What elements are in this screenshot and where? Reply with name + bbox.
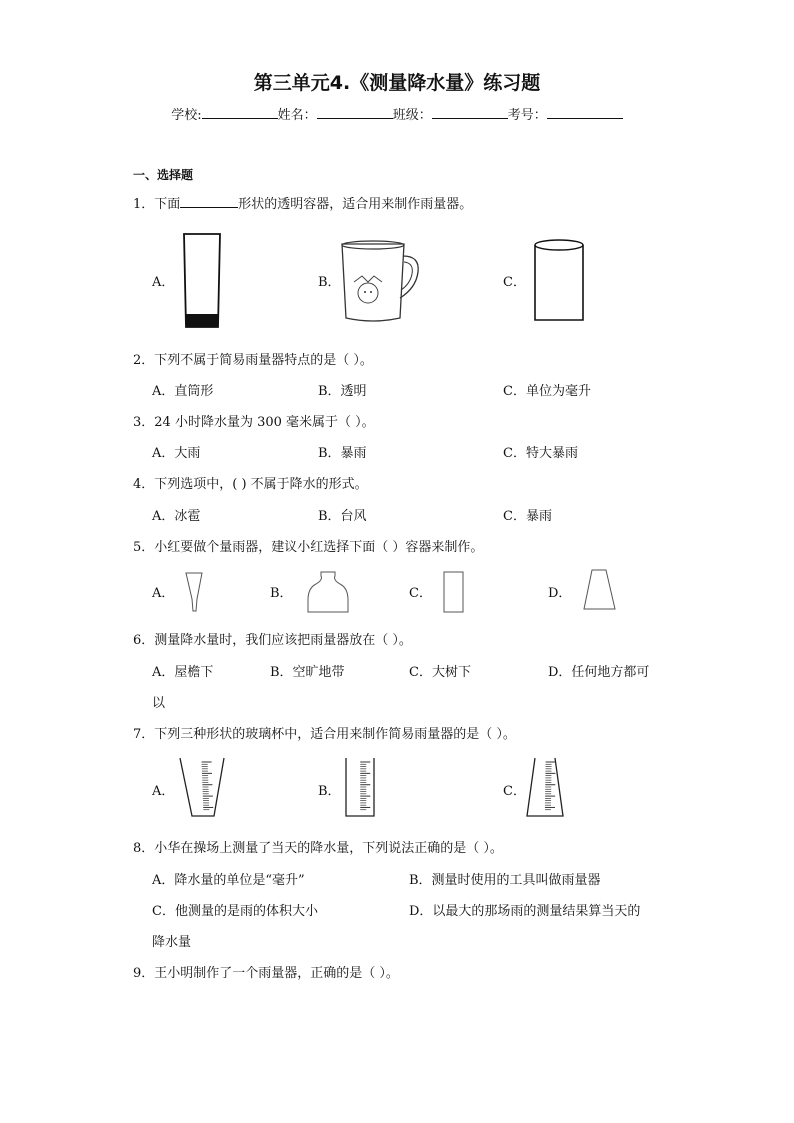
q2-option-a[interactable]: A．直筒形 xyxy=(152,384,214,399)
q3-option-b[interactable]: B．暴雨 xyxy=(318,446,367,461)
q6-option-a[interactable]: A．屋檐下 xyxy=(152,665,214,680)
name-label: 姓名： xyxy=(277,108,317,123)
q8-option-a[interactable]: A．降水量的单位是“毫升” xyxy=(152,873,305,888)
q6-option-d[interactable]: D．任何地方都可 xyxy=(548,665,650,680)
school-label: 学校: xyxy=(171,108,202,123)
class-blank[interactable] xyxy=(432,106,508,119)
question-5: 5．小红要做个量雨器，建议小红选择下面（ ）容器来制作。 xyxy=(133,540,484,555)
number-blank[interactable] xyxy=(547,106,623,119)
q8-option-d-wrap: 降水量 xyxy=(152,935,192,950)
q2-option-c[interactable]: C．单位为毫升 xyxy=(503,384,591,399)
flared-graduated-glass-icon xyxy=(525,756,565,820)
straight-graduated-glass-icon xyxy=(343,756,377,820)
number-label: 考号： xyxy=(507,108,547,123)
q4-option-c[interactable]: C．暴雨 xyxy=(503,509,552,524)
q3-option-a[interactable]: A．大雨 xyxy=(152,446,201,461)
q5-option-c[interactable]: C． xyxy=(409,586,432,601)
cylinder-icon xyxy=(530,238,588,324)
question-8: 8．小华在操场上测量了当天的降水量，下列说法正确的是（ ）。 xyxy=(133,841,503,856)
q7-option-a[interactable]: A． xyxy=(152,784,175,799)
mug-icon xyxy=(338,238,422,324)
question-4: 4．下列选项中，( ) 不属于降水的形式。 xyxy=(133,477,368,492)
q8-option-c[interactable]: C．他测量的是雨的体积大小 xyxy=(152,904,318,919)
question-1-text-before: 下面 xyxy=(154,197,181,212)
question-6: 6．测量降水量时，我们应该把雨量器放在（ ）。 xyxy=(133,633,412,648)
q6-option-d-wrap: 以 xyxy=(152,696,166,711)
q7-option-c[interactable]: C． xyxy=(503,784,526,799)
question-1-number: 1． xyxy=(133,197,155,212)
tapered-graduated-glass-icon xyxy=(178,756,228,820)
funnel-tube-icon xyxy=(184,571,206,615)
trapezoid-container-icon xyxy=(582,568,618,612)
q5-option-b[interactable]: B． xyxy=(270,586,293,601)
q2-option-b[interactable]: B．透明 xyxy=(318,384,367,399)
q8-option-d[interactable]: D．以最大的那场雨的测量结果算当天的 xyxy=(409,904,641,919)
rectangle-container-icon xyxy=(442,570,466,614)
q3-option-c[interactable]: C．特大暴雨 xyxy=(503,446,578,461)
q4-option-b[interactable]: B．台风 xyxy=(318,509,367,524)
q1-option-c[interactable]: C． xyxy=(503,275,526,290)
tall-glass-icon xyxy=(180,232,224,330)
question-1 xyxy=(133,193,472,212)
q7-option-b[interactable]: B． xyxy=(318,784,341,799)
vase-icon xyxy=(306,570,350,614)
q1-option-b[interactable]: B． xyxy=(318,275,341,290)
class-label: 班级： xyxy=(392,108,432,123)
name-blank[interactable] xyxy=(317,106,393,119)
q6-option-c[interactable]: C．大树下 xyxy=(409,665,471,680)
page-title: 第三单元4.《测量降水量》练习题 xyxy=(253,72,541,94)
question-3: 3．24 小时降水量为 300 毫米属于（ ）。 xyxy=(133,415,375,430)
q1-option-a[interactable]: A． xyxy=(152,275,175,290)
question-1-text-after: 形状的透明容器，适合用来制作雨量器。 xyxy=(238,197,473,212)
section-heading: 一、选择题 xyxy=(133,168,194,182)
student-info-line xyxy=(0,104,794,123)
question-7: 7．下列三种形状的玻璃杯中，适合用来制作简易雨量器的是（ ）。 xyxy=(133,727,516,742)
q5-option-d[interactable]: D． xyxy=(548,586,572,601)
question-9: 9．王小明制作了一个雨量器，正确的是（ ）。 xyxy=(133,966,399,981)
question-2: 2．下列不属于简易雨量器特点的是（ ）。 xyxy=(133,353,373,368)
q5-option-a[interactable]: A． xyxy=(152,586,175,601)
q6-option-b[interactable]: B．空旷地带 xyxy=(270,665,345,680)
question-1-blank[interactable] xyxy=(180,195,238,208)
q4-option-a[interactable]: A．冰雹 xyxy=(152,509,201,524)
q8-option-b[interactable]: B．测量时使用的工具叫做雨量器 xyxy=(409,873,601,888)
school-blank[interactable] xyxy=(202,106,278,119)
